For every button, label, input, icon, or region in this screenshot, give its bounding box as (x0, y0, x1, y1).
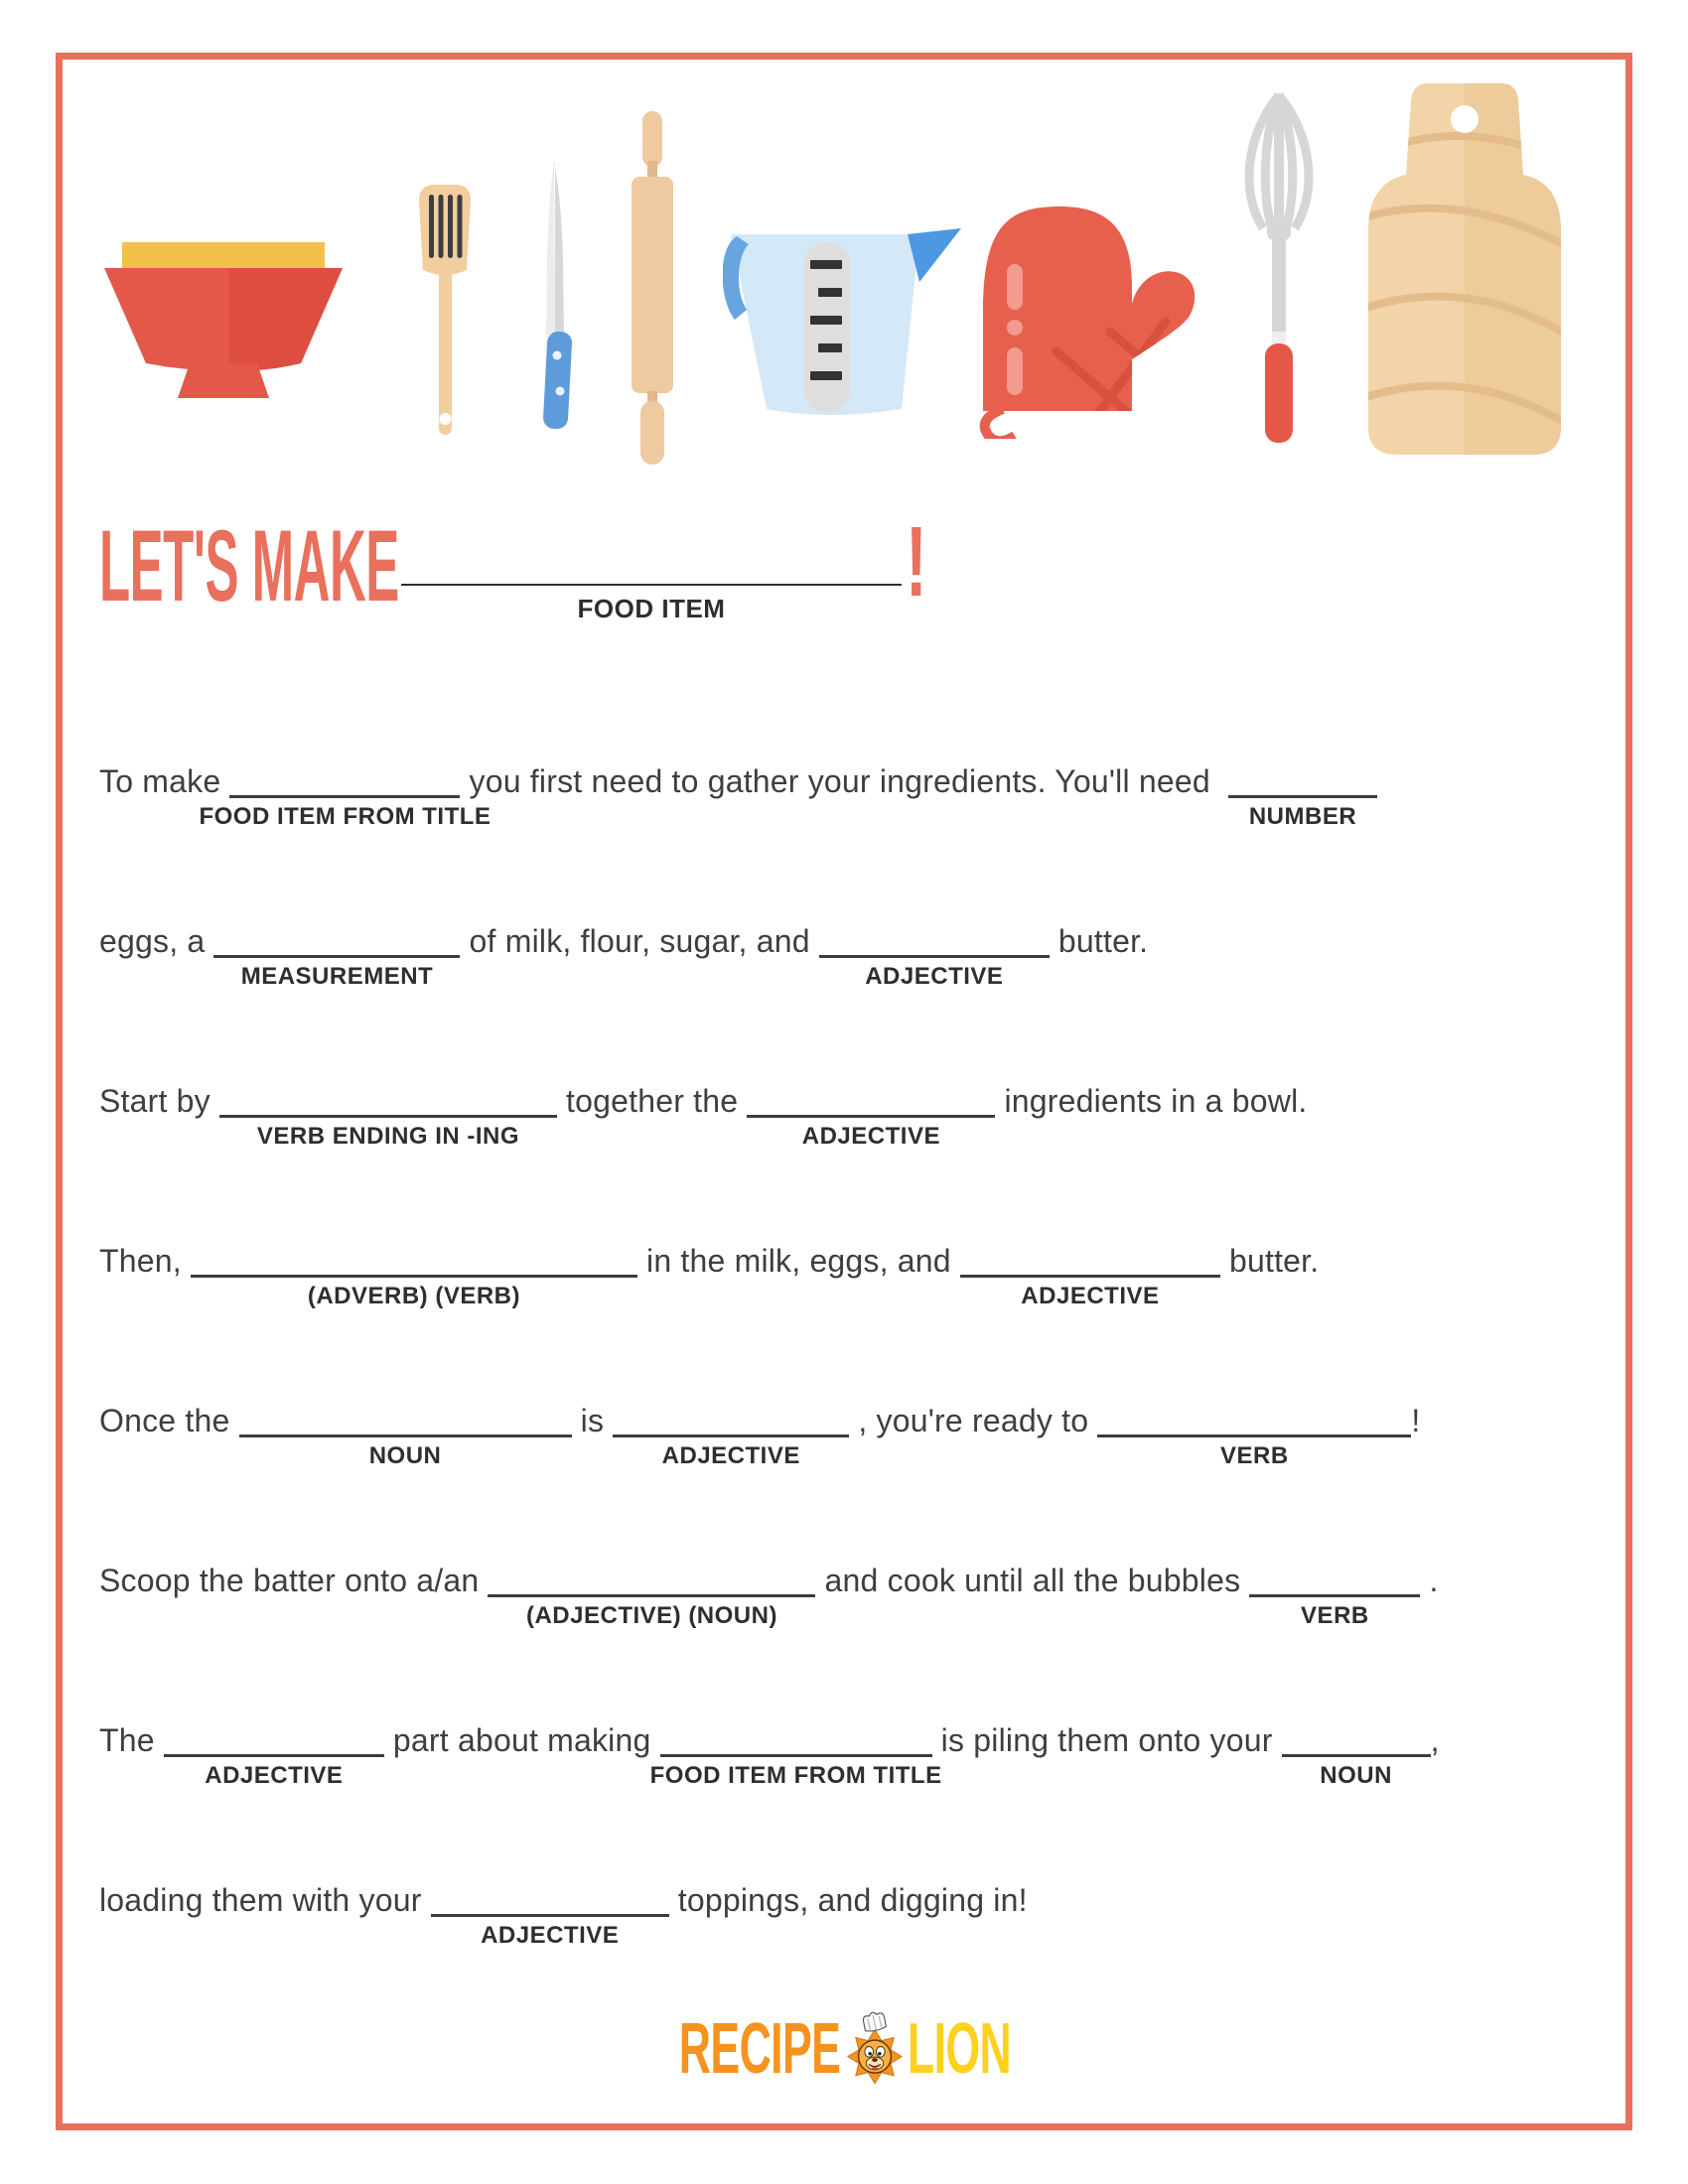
madlib-sentence (99, 1395, 1609, 1469)
fill-in-blank[interactable] (1228, 755, 1377, 830)
fill-in-blank[interactable] (213, 915, 460, 990)
fill-in-blank[interactable] (960, 1235, 1220, 1309)
sentence-text: and cook until all the bubbles (815, 1563, 1250, 1598)
madlib-body (99, 755, 1609, 2034)
blank-label: ADJECTIVE (865, 963, 1004, 990)
fill-in-blank[interactable] (1249, 1555, 1420, 1629)
fill-in-blank[interactable] (1097, 1395, 1411, 1469)
blank-label: (ADJECTIVE) (NOUN) (525, 1602, 777, 1629)
brand-word-lion: LION (907, 2009, 1012, 2089)
fill-in-blank[interactable] (191, 1235, 637, 1309)
blank-label: MEASUREMENT (240, 963, 434, 990)
brand-word-recipe: RECIPE (678, 2009, 841, 2089)
title-fill-in-blank[interactable] (401, 526, 902, 623)
blank-label: NOUN (1320, 1762, 1392, 1789)
sentence-text: ingredients in a bowl. (995, 1083, 1308, 1119)
madlib-sentence (99, 1075, 1609, 1150)
sentence-text: of milk, flour, sugar, and (460, 923, 819, 959)
blank-label: ADJECTIVE (801, 1123, 940, 1150)
sentence-text: To make (99, 763, 230, 799)
sentence-text: . (1420, 1563, 1439, 1598)
madlib-sentence (99, 915, 1609, 990)
blank-label: ADJECTIVE (661, 1442, 800, 1469)
madlib-sentence (99, 1235, 1609, 1309)
blank-label: NUMBER (1248, 803, 1357, 830)
blank-label: ADJECTIVE (481, 1922, 620, 1949)
sentence-text: , (1430, 1722, 1440, 1758)
madlib-sentence (99, 1874, 1609, 1949)
fill-in-blank[interactable] (219, 1075, 557, 1150)
sentence-text: loading them with your (99, 1882, 431, 1918)
sentence-text: , you're ready to (849, 1403, 1098, 1438)
blank-label: FOOD ITEM FROM TITLE (649, 1762, 942, 1789)
sentence-text: is (571, 1403, 614, 1438)
sentence-text: together the (556, 1083, 748, 1119)
sentence-text: butter. (1049, 923, 1149, 959)
blank-label: (ADVERB) (VERB) (307, 1283, 521, 1309)
fill-in-blank[interactable] (613, 1395, 849, 1469)
fill-in-blank[interactable] (239, 1395, 572, 1469)
fill-in-blank[interactable] (431, 1874, 669, 1949)
madlib-sentence (99, 1555, 1609, 1629)
sentence-text: toppings, and digging in! (668, 1882, 1028, 1918)
sentence-text: in the milk, eggs, and (636, 1243, 960, 1279)
blank-label: FOOD ITEM FROM TITLE (199, 803, 492, 830)
sentence-text: ! (1411, 1403, 1421, 1438)
madlib-sentence (99, 755, 1609, 830)
sentence-text: butter. (1219, 1243, 1320, 1279)
sentence-text: is piling them onto your (931, 1722, 1282, 1758)
sentence-text: eggs, a (99, 923, 214, 959)
fill-in-blank[interactable] (1282, 1714, 1431, 1789)
footer-brand (0, 2007, 1688, 2091)
page-title: LET'S MAKE (99, 509, 399, 622)
fill-in-blank[interactable] (164, 1714, 384, 1789)
fill-in-blank[interactable] (819, 915, 1050, 990)
sentence-text: you first need to gather your ingredients. You'll need (460, 763, 1229, 799)
sentence-text: Then, (99, 1243, 191, 1279)
title-exclamation: ! (906, 506, 927, 617)
fill-in-blank[interactable] (488, 1555, 815, 1629)
blank-label: FOOD ITEM (577, 594, 726, 623)
blank-label: VERB (1301, 1602, 1369, 1629)
sentence-text: The (99, 1722, 164, 1758)
sentence-text: Scoop the batter onto a/an (99, 1563, 489, 1598)
blank-label: ADJECTIVE (205, 1762, 344, 1789)
blank-label: VERB ENDING IN -ING (256, 1123, 520, 1150)
sentence-text: Once the (99, 1403, 239, 1438)
blank-label: VERB (1219, 1442, 1289, 1469)
sentence-text: Start by (99, 1083, 219, 1119)
sentence-text: part about making (383, 1722, 660, 1758)
title-row (0, 0, 1688, 655)
fill-in-blank[interactable] (649, 1714, 942, 1789)
blank-label: NOUN (368, 1442, 442, 1469)
fill-in-blank[interactable] (747, 1075, 995, 1150)
chef-lion-mascot-icon (844, 2002, 906, 2088)
madlib-sentence (99, 1714, 1609, 1789)
blank-label: ADJECTIVE (1021, 1283, 1160, 1309)
fill-in-blank[interactable] (199, 755, 492, 830)
